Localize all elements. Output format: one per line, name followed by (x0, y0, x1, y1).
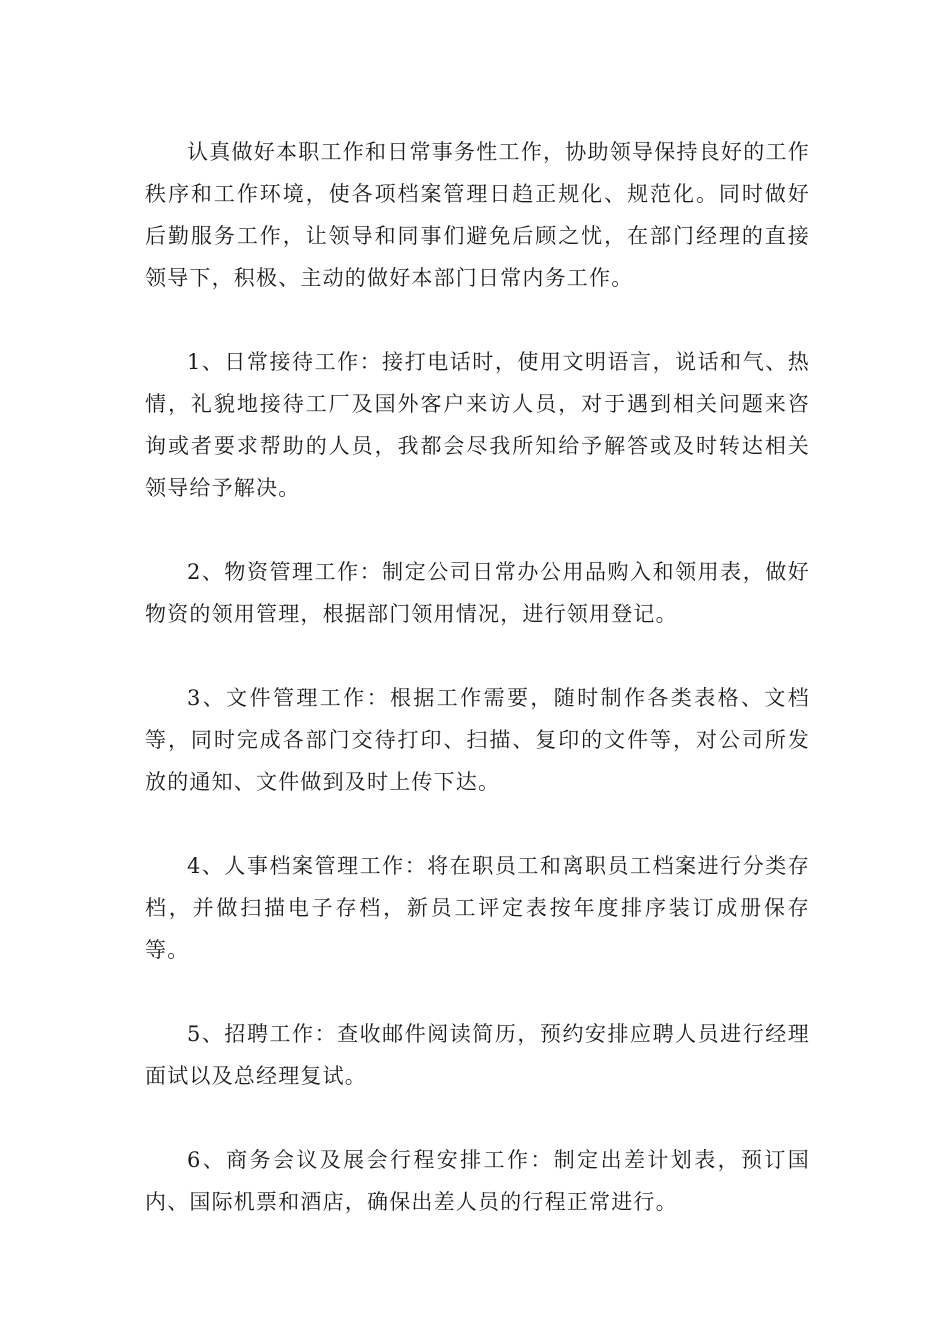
paragraph-hr-archives: 4、人事档案管理工作：将在职员工和离职员工档案进行分类存档，并做扫描电子存档，新员工评定表按年度排序装订成册保存等。 (145, 854, 810, 962)
paragraph-intro: 认真做好本职工作和日常事务性工作，协助领导保持良好的工作秩序和工作环境，使各项档案管理日趋正规化、规范化。同时做好后勤服务工作，让领导和同事们避免后顾之忧，在部门经理的直接领导下，积极、主动的做好本部门日常内务工作。 (145, 140, 810, 290)
paragraph-business-travel: 6、商务会议及展会行程安排工作：制定出差计划表，预订国内、国际机票和酒店，确保出差人员的行程正常进行。 (145, 1148, 810, 1214)
paragraph-materials: 2、物资管理工作：制定公司日常办公用品购入和领用表，做好物资的领用管理，根据部门领用情况，进行领用登记。 (145, 560, 810, 626)
paragraph-files: 3、文件管理工作：根据工作需要，随时制作各类表格、文档等，同时完成各部门交待打印、扫描、复印的文件等，对公司所发放的通知、文件做到及时上传下达。 (145, 686, 810, 794)
paragraph-reception: 1、日常接待工作：接打电话时，使用文明语言，说话和气、热情，礼貌地接待工厂及国外客户来访人员，对于遇到相关问题来咨询或者要求帮助的人员，我都会尽我所知给予解答或及时转达相关领导给予解决。 (145, 350, 810, 500)
paragraph-recruitment: 5、招聘工作：查收邮件阅读简历，预约安排应聘人员进行经理面试以及总经理复试。 (145, 1022, 810, 1088)
document-body (145, 131, 810, 1223)
